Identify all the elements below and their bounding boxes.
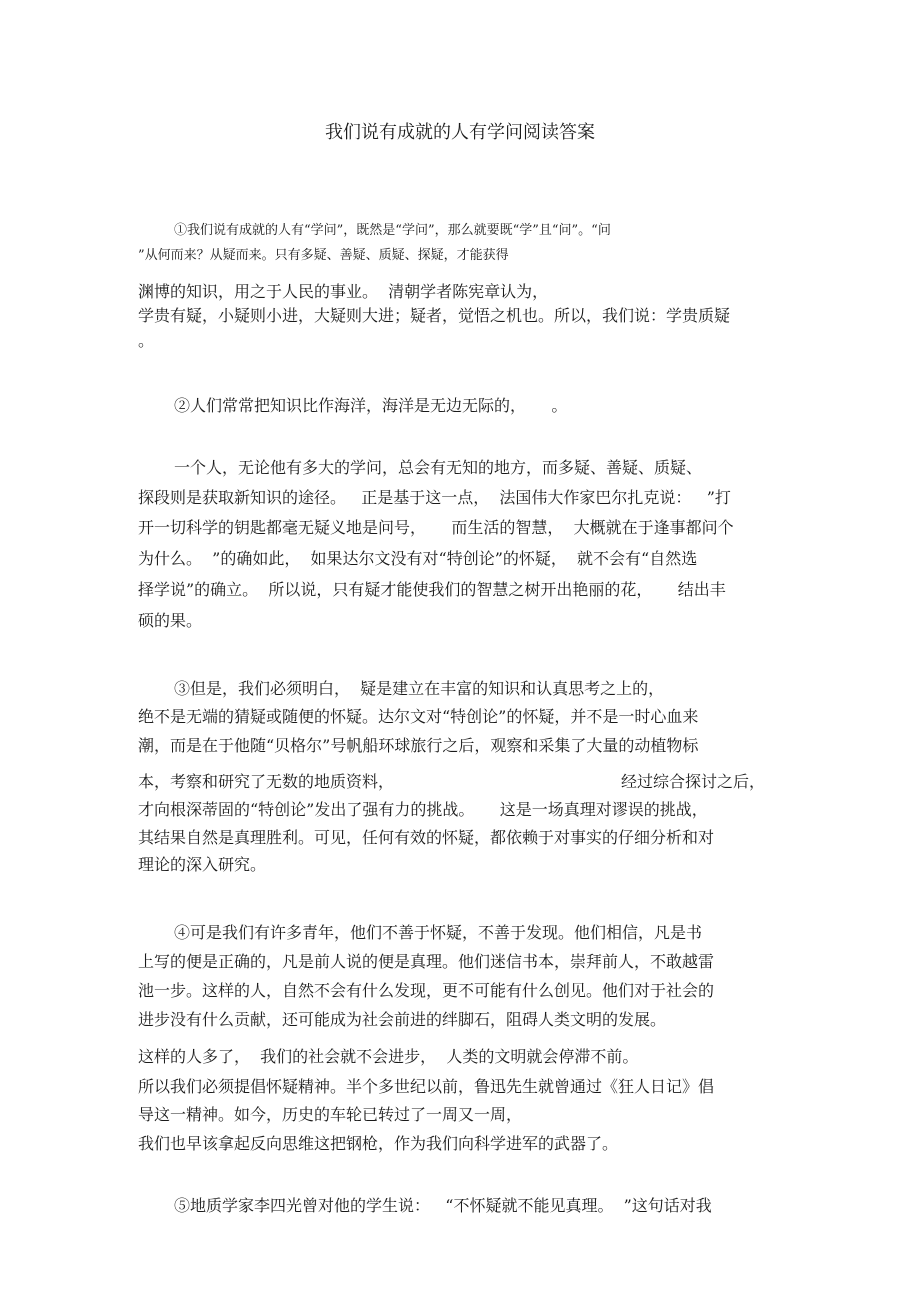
text-line: ⑤地质学家李四光曾对他的学生说： “不怀疑就不能见真理。 ”这句话对我 [174, 1196, 712, 1215]
text-line: 渊博的知识，用之于人民的事业。 清朝学者陈宪章认为， [138, 282, 549, 301]
text-line: 硕的果。 [138, 611, 203, 630]
text-line: ②人们常常把知识比作海洋，海洋是无边无际的， 。 [174, 396, 568, 415]
text-line: 这样的人多了， 我们的社会就不会进步， 人类的文明就会停滞不前。 [138, 1047, 639, 1066]
text-line: 进步没有什么贡献，还可能成为社会前进的绊脚石，阻碍人类文明的发展。 [138, 1010, 667, 1029]
text-line: 学贵有疑，小疑则小进，大疑则大进；疑者，觉悟之机也。所以，我们说：学贵质疑 [138, 306, 731, 325]
text-line: 为什么。 ”的确如此， 如果达尔文没有对“特创论”的怀疑， 就不会有“自然选 [138, 549, 698, 568]
document-title: 我们说有成就的人有学问阅读答案 [325, 122, 595, 143]
text-line: 。 [138, 331, 155, 350]
text-line: 本，考察和研究了无数的地质资料， [138, 772, 395, 791]
text-line: 潮，而是在于他随“贝格尔”号帆船环球旅行之后，观察和采集了大量的动植物标 [138, 736, 699, 755]
text-line: 上写的便是正确的，凡是前人说的便是真理。他们迷信书本，崇拜前人，不敢越雷 [138, 952, 715, 971]
text-line: 一个人，无论他有多大的学问，总会有无知的地方，而多疑、善疑、质疑、 [174, 458, 703, 477]
text-line: 开一切科学的钥匙都毫无疑义地是问号， 而生活的智慧， 大概就在于逢事都问个 [138, 518, 734, 537]
text-line: 我们也早该拿起反向思维这把钢枪，作为我们向科学进军的武器了。 [138, 1134, 619, 1153]
text-line: ④可是我们有许多青年，他们不善于怀疑，不善于发现。他们相信，凡是书 [174, 923, 703, 942]
text-line: 才向根深蒂固的“特创论”发出了强有力的挑战。 这是一场真理对谬误的挑战， [138, 800, 708, 819]
text-line: 池一步。这样的人，自然不会有什么发现，更不可能有什么创见。他们对于社会的 [138, 981, 715, 1000]
text-line: 所以我们必须提倡怀疑精神。半个多世纪以前，鲁迅先生就曾通过《狂人日记》倡 [138, 1077, 715, 1096]
text-line: ”从何而来？从疑而来。只有多疑、善疑、质疑、探疑，才能获得 [138, 248, 509, 263]
text-line: 择学说”的确立。 所以说，只有疑才能使我们的智慧之树开出艳丽的花， 结出丰 [138, 580, 726, 599]
text-line: 理论的深入研究。 [138, 855, 267, 874]
text-line: 经过综合探讨之后， [621, 772, 766, 791]
text-line: 探段则是获取新知识的途径。 正是基于这一点， 法国伟大作家巴尔扎克说： ”打 [138, 488, 731, 507]
text-line: ①我们说有成就的人有“学问”，既然是“学问”，那么就要既“学”且“问”。“问 [174, 223, 611, 238]
text-line: 导这一精神。如今，历史的车轮已转过了一周又一周， [138, 1105, 523, 1124]
text-line: 绝不是无端的猜疑或随便的怀疑。达尔文对“特创论”的怀疑，并不是一时心血来 [138, 707, 699, 726]
text-line: 其结果自然是真理胜利。可见，任何有效的怀疑，都依赖于对事实的仔细分析和对 [138, 828, 715, 847]
text-line: ③但是，我们必须明白， 疑是建立在丰富的知识和认真思考之上的， [174, 679, 665, 698]
